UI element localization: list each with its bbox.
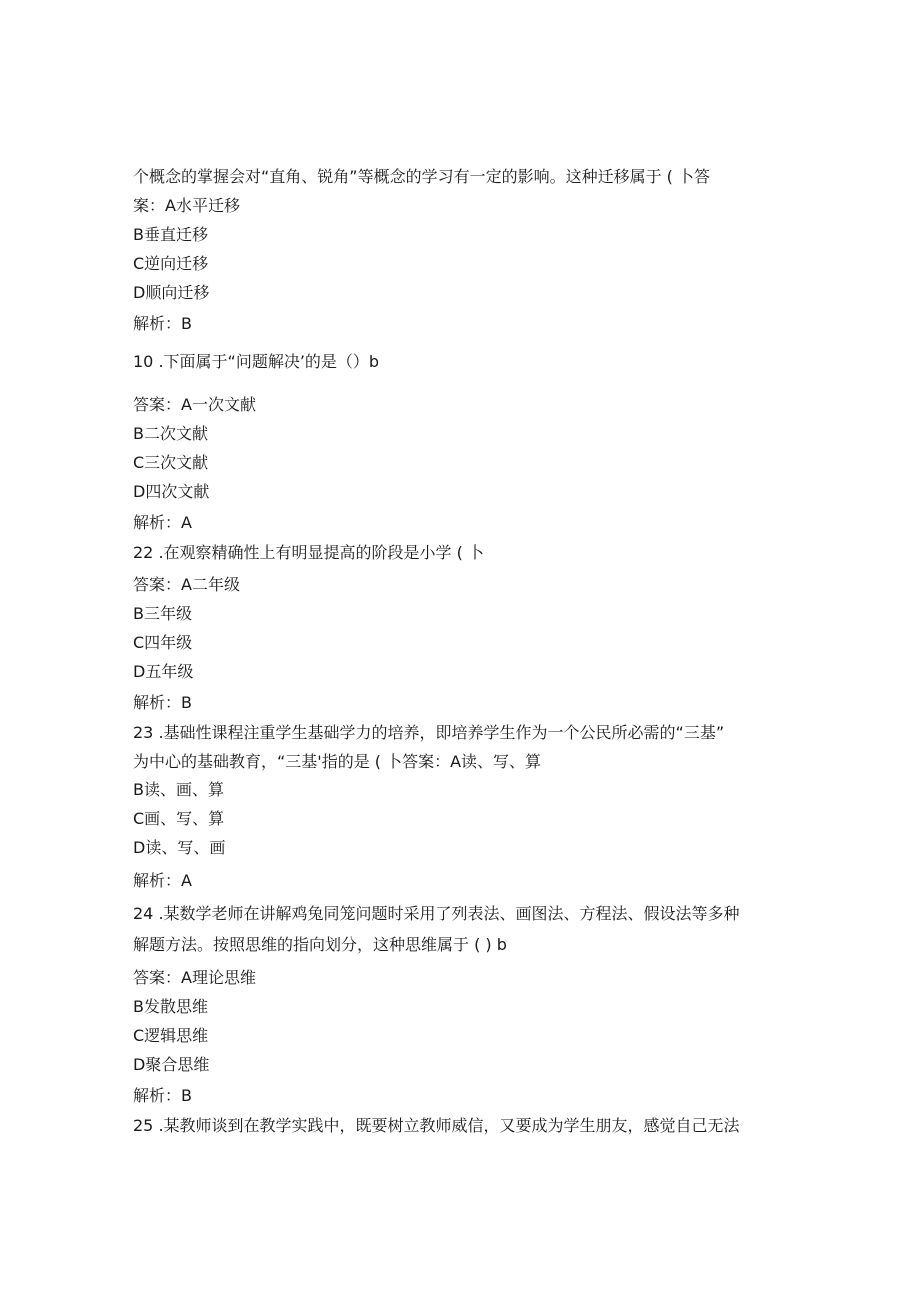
option-line: D读、写、画 bbox=[133, 838, 226, 857]
analysis-line: 解析：A bbox=[133, 871, 192, 890]
analysis-line: 解析：B bbox=[133, 693, 192, 712]
question-line: 22 .在观察精确性上有明显提高的阶段是小学 ( 卜 bbox=[133, 543, 484, 562]
option-line: B三年级 bbox=[133, 604, 192, 623]
analysis-line: 解析：B bbox=[133, 314, 192, 333]
question-line: 为中心的基础教育，“三基'指的是 ( 卜答案：A读、写、算 bbox=[133, 752, 542, 771]
answer-line: 答案：A理论思维 bbox=[133, 968, 256, 987]
option-line: D四次文献 bbox=[133, 482, 210, 501]
text-line: 案：A水平迁移 bbox=[133, 196, 240, 215]
option-line: D五年级 bbox=[133, 662, 194, 681]
option-line: D聚合思维 bbox=[133, 1055, 210, 1074]
option-line: C画、写、算 bbox=[133, 809, 225, 828]
question-line: 24 .某数学老师在讲解鸡兔同笼问题时采用了列表法、画图法、方程法、假设法等多种 bbox=[133, 904, 740, 923]
text-line: 个概念的掌握会对“直角、锐角”等概念的学习有一定的影响。这种迁移属于 ( 卜答 bbox=[133, 167, 710, 186]
answer-line: 答案：A一次文献 bbox=[133, 395, 256, 414]
option-line: D顺向迁移 bbox=[133, 283, 210, 302]
option-line: C逆向迁移 bbox=[133, 254, 209, 273]
option-line: B二次文献 bbox=[133, 424, 208, 443]
option-line: B垂直迁移 bbox=[133, 225, 208, 244]
analysis-line: 解析：A bbox=[133, 513, 192, 532]
option-line: B读、画、算 bbox=[133, 780, 224, 799]
option-line: C三次文献 bbox=[133, 453, 209, 472]
option-line: C逻辑思维 bbox=[133, 1026, 209, 1045]
answer-line: 答案：A二年级 bbox=[133, 575, 240, 594]
option-line: C四年级 bbox=[133, 633, 193, 652]
question-line: 10 .下面属于“问题解决’的是（）b bbox=[133, 352, 380, 371]
analysis-line: 解析：B bbox=[133, 1086, 192, 1105]
question-line: 25 .某教师谈到在教学实践中，既要树立教师威信，又要成为学生朋友，感觉自己无法 bbox=[133, 1116, 740, 1135]
question-line: 解题方法。按照思维的指向划分，这种思维属于 ( ) b bbox=[133, 935, 507, 954]
question-line: 23 .基础性课程注重学生基础学力的培养，即培养学生作为一个公民所必需的“三基” bbox=[133, 723, 725, 742]
option-line: B发散思维 bbox=[133, 997, 208, 1016]
